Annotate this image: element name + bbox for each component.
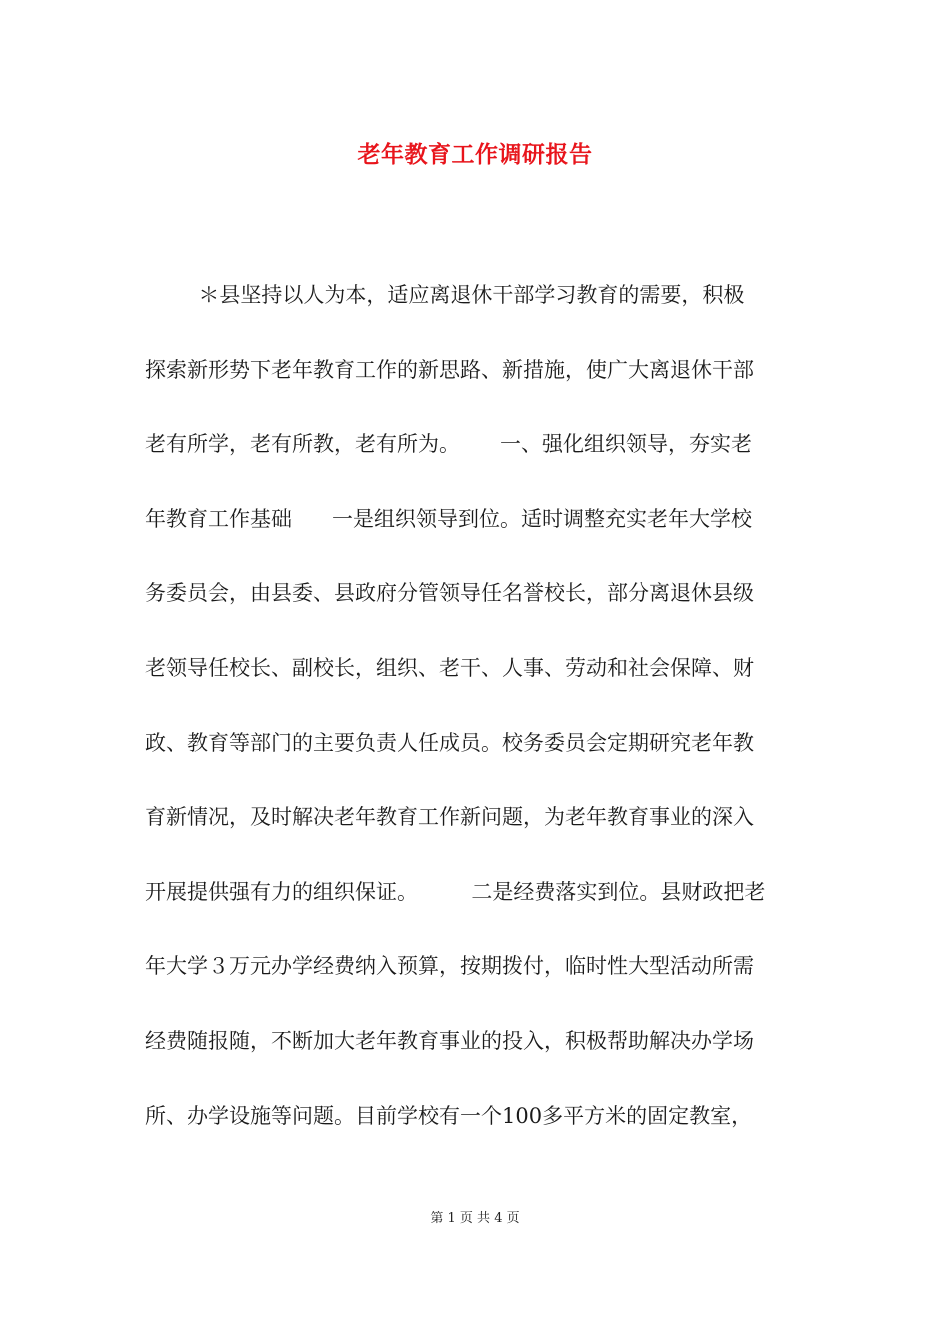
- body-line: 育新情况，及时解决老年教育工作新问题，为老年教育事业的深入: [145, 805, 754, 830]
- body-line: 所、办学设施等问题。目前学校有一个100多平方米的固定教室，: [145, 1103, 753, 1128]
- document-title: 老年教育工作调研报告: [357, 141, 593, 168]
- document-body: [145, 274, 810, 1169]
- body-line: ＊县坚持以人为本，适应离退休干部学习教育的需要，积极: [145, 283, 745, 307]
- body-line: 老有所学，老有所教，老有所为。 一、强化组织领导，夯实老: [145, 432, 753, 457]
- body-line: 年大学３万元办学经费纳入预算，按期拨付，临时性大型活动所需: [145, 954, 754, 979]
- body-line: 政、教育等部门的主要负责人任成员。校务委员会定期研究老年教: [145, 730, 754, 755]
- page-number-footer: 第 1 页 共 4 页: [430, 1211, 520, 1226]
- body-line: 开展提供强有力的组织保证。 二是经费落实到位。县财政把老: [145, 879, 766, 904]
- body-line: 老领导任校长、副校长，组织、老干、人事、劳动和社会保障、财: [145, 655, 754, 680]
- body-line: 探索新形势下老年教育工作的新思路、新措施，使广大离退休干部: [145, 357, 754, 382]
- body-line: 经费随报随，不断加大老年教育事业的投入，积极帮助解决办学场: [145, 1028, 754, 1053]
- body-line: 年教育工作基础 一是组织领导到位。适时调整充实老年大学校: [145, 506, 753, 531]
- body-line: 务委员会，由县委、县政府分管领导任名誉校长，部分离退休县级: [145, 581, 754, 606]
